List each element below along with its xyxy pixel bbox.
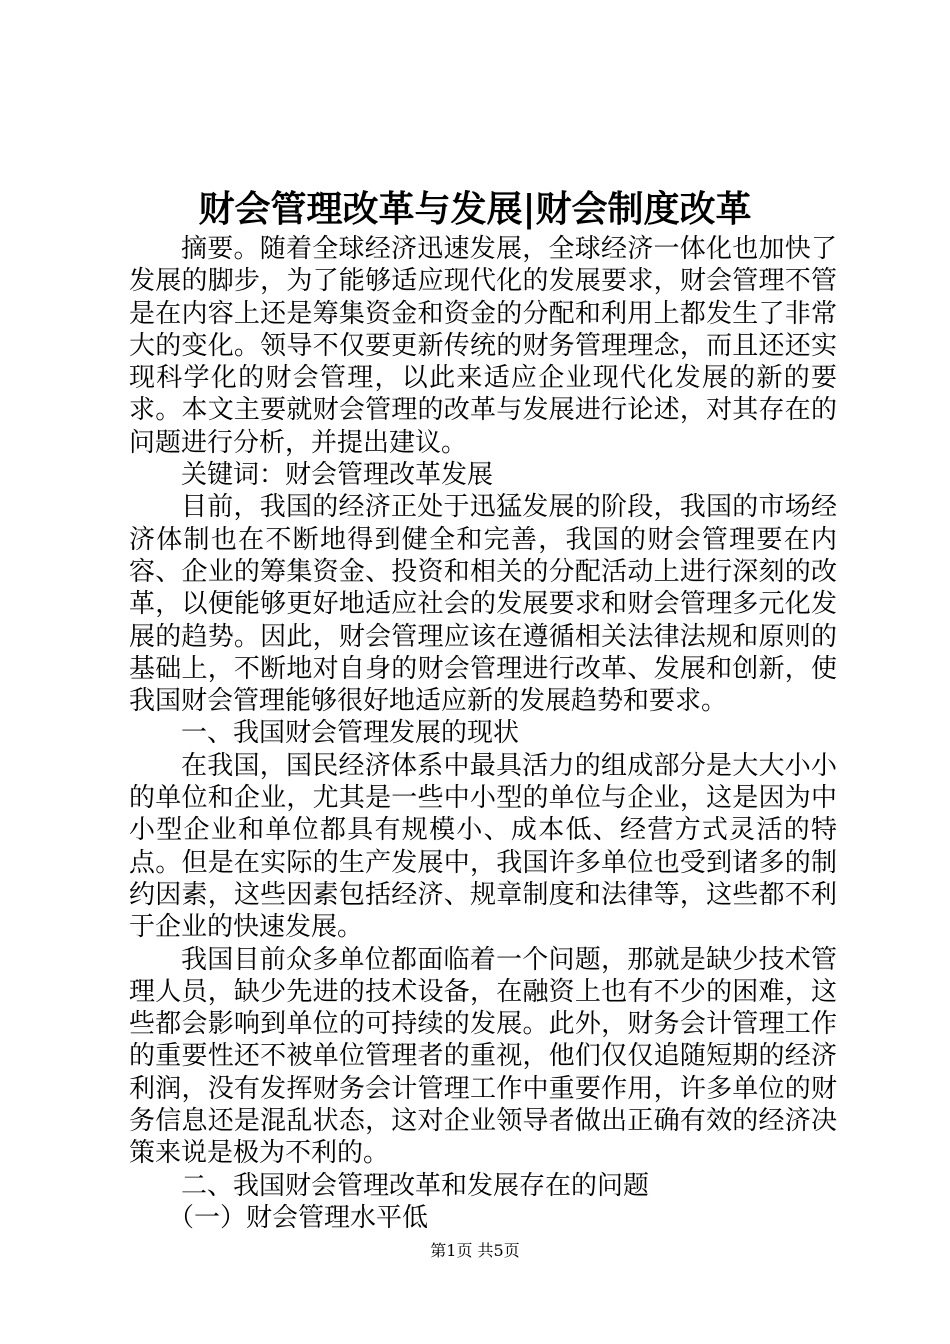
subsection-heading-1: （一）财会管理水平低 [168,1202,429,1233]
abstract-paragraph: 摘要。随着全球经济迅速发展，全球经济一体化也加快了发展的脚步，为了能够适应现代化的发展要求，财会管理不管是在内容上还是筹集资金和资金的分配和利用上都发生了非常大的变化。领导不仅要更新传统的财务管理理念，而且还还实现科学化的财会管理，以此来适应企业现代化发展的新的要求。本文主要就财会管理的改革与发展进行论述，对其存在的问题进行分析，并提出建议。 [129,234,837,458]
intro-paragraph: 目前，我国的经济正处于迅猛发展的阶段，我国的市场经济体制也在不断地得到健全和完善，我国的财会管理要在内容、企业的筹集资金、投资和相关的分配活动上进行深刻的改革，以便能够更好地适应社会的发展要求和财会管理多元化发展的趋势。因此，财会管理应该在遵循相关法律法规和原则的基础上，不断地对自身的财会管理进行改革、发展和创新，使我国财会管理能够很好地适应新的发展趋势和要求。 [129,492,837,717]
body-paragraph: 我国目前众多单位都面临着一个问题，那就是缺少技术管理人员，缺少先进的技术设备，在融资上也有不少的困难，这些都会影响到单位的可持续的发展。此外，财务会计管理工作的重要性还不被单位管理者的重视，他们仅仅追随短期的经济利润，没有发挥财务会计管理工作中重要作用，许多单位的财务信息还是混乱状态，这对企业领导者做出正确有效的经济决策来说是极为不利的。 [129,944,837,1169]
document-body [129,233,837,1234]
section-heading-2: 二、我国财会管理改革和发展存在的问题 [181,1170,650,1201]
keywords-paragraph: 关键词：财会管理改革发展 [181,460,494,491]
body-paragraph: 在我国，国民经济体系中最具活力的组成部分是大大小小的单位和企业，尤其是一些中小型的单位与企业，这是因为中小型企业和单位都具有规模小、成本低、经营方式灵活的特点。但是在实际的生产发展中，我国许多单位也受到诸多的制约因素，这些因素包括经济、规章制度和法律等，这些都不利于企业的快速发展。 [129,750,837,943]
section-heading-1: 一、我国财会管理发展的现状 [181,718,520,749]
page-number-footer: 第1页 共5页 [430,1241,520,1260]
document-title: 财会管理改革与发展|财会制度改革 [198,188,752,230]
